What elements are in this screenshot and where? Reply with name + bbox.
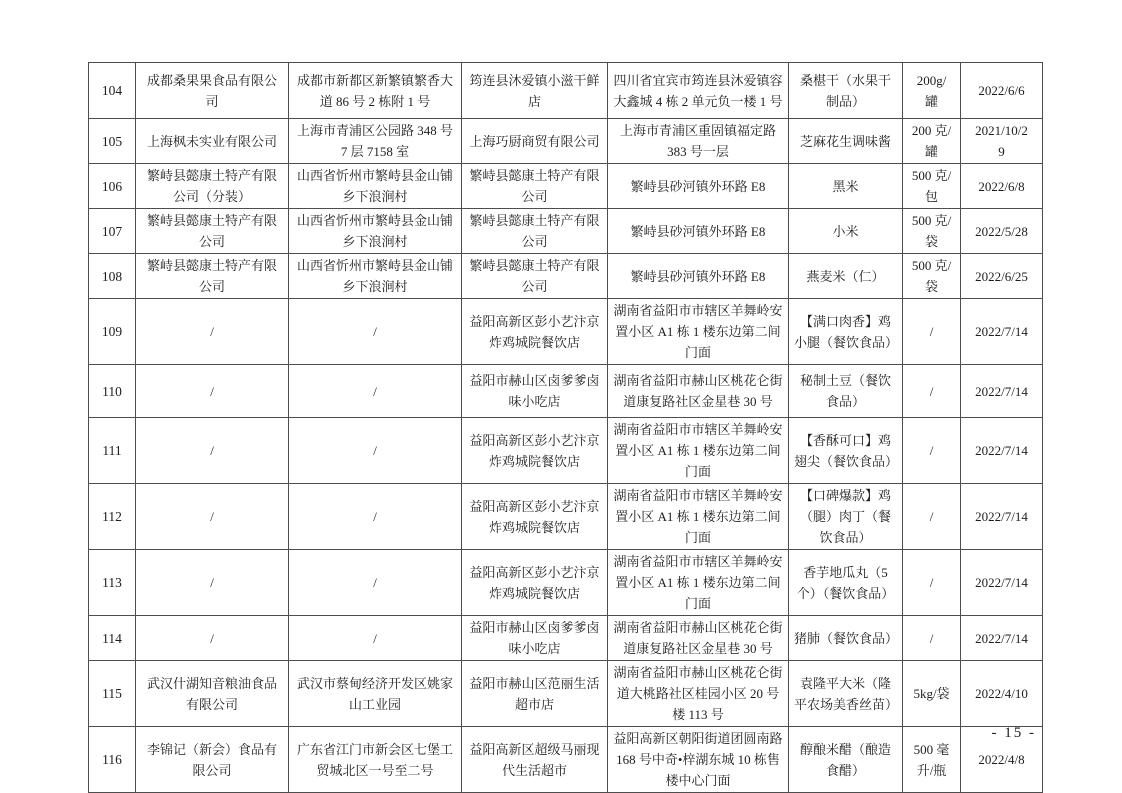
table-row (89, 484, 1043, 550)
cell-spec: / (903, 616, 961, 661)
cell-producer-address: / (289, 418, 462, 484)
cell-row-number: 106 (89, 164, 136, 209)
cell-date: 2022/7/14 (961, 550, 1043, 616)
table-row (89, 299, 1043, 365)
cell-date: 2022/6/6 (961, 63, 1043, 119)
cell-spec: 200 克/罐 (903, 119, 961, 164)
cell-spec: / (903, 418, 961, 484)
cell-date: 2022/6/25 (961, 254, 1043, 299)
cell-seller-address: 湖南省益阳市市辖区羊舞岭安置小区 A1 栋 1 楼东边第二间门面 (608, 484, 789, 550)
cell-product-name: 秘制土豆（餐饮食品） (789, 365, 903, 418)
cell-product-name: 芝麻花生调味酱 (789, 119, 903, 164)
cell-date: 2022/6/8 (961, 164, 1043, 209)
cell-seller-address: 益阳高新区朝阳街道团圆南路 168 号中奇•梓湖东城 10 栋售楼中心门面 (608, 727, 789, 793)
cell-seller-name: 益阳高新区彭小艺汴京炸鸡城院餐饮店 (462, 299, 608, 365)
cell-product-name: 醇酿米醋（酿造食醋） (789, 727, 903, 793)
table-row (89, 661, 1043, 727)
cell-producer-name: 李锦记（新会）食品有限公司 (136, 727, 289, 793)
cell-row-number: 112 (89, 484, 136, 550)
cell-producer-name: / (136, 616, 289, 661)
cell-producer-address: / (289, 550, 462, 616)
cell-producer-address: 山西省忻州市繁峙县金山铺乡下浪涧村 (289, 254, 462, 299)
cell-seller-name: 益阳高新区超级马丽现代生活超市 (462, 727, 608, 793)
table-row (89, 616, 1043, 661)
cell-row-number: 110 (89, 365, 136, 418)
cell-producer-name: 武汉什湖知音粮油食品有限公司 (136, 661, 289, 727)
cell-producer-address: 山西省忻州市繁峙县金山铺乡下浪涧村 (289, 209, 462, 254)
cell-date: 2022/7/14 (961, 299, 1043, 365)
cell-producer-address: 山西省忻州市繁峙县金山铺乡下浪涧村 (289, 164, 462, 209)
cell-seller-address: 繁峙县砂河镇外环路 E8 (608, 164, 789, 209)
cell-seller-name: 益阳市赫山区卤爹爹卤味小吃店 (462, 365, 608, 418)
cell-seller-name: 益阳市赫山区范丽生活超市店 (462, 661, 608, 727)
cell-seller-address: 繁峙县砂河镇外环路 E8 (608, 254, 789, 299)
cell-producer-address: / (289, 616, 462, 661)
cell-seller-address: 上海市青浦区重固镇福定路 383 号一层 (608, 119, 789, 164)
cell-seller-name: 益阳高新区彭小艺汴京炸鸡城院餐饮店 (462, 484, 608, 550)
cell-producer-address: 成都市新都区新繁镇繁香大道 86 号 2 栋附 1 号 (289, 63, 462, 119)
cell-producer-name: 繁峙县懿康土特产有限公司（分装） (136, 164, 289, 209)
cell-product-name: 【香酥可口】鸡翅尖（餐饮食品） (789, 418, 903, 484)
cell-seller-name: 繁峙县懿康土特产有限公司 (462, 209, 608, 254)
cell-producer-name: 繁峙县懿康土特产有限公司 (136, 254, 289, 299)
cell-producer-name: / (136, 299, 289, 365)
table-row (89, 164, 1043, 209)
cell-spec: / (903, 484, 961, 550)
cell-seller-name: 繁峙县懿康土特产有限公司 (462, 164, 608, 209)
cell-row-number: 108 (89, 254, 136, 299)
cell-product-name: 桑椹干（水果干制品） (789, 63, 903, 119)
table-row (89, 418, 1043, 484)
cell-seller-address: 湖南省益阳市赫山区桃花仑街道大桃路社区桂园小区 20 号楼 113 号 (608, 661, 789, 727)
cell-date: 2022/5/28 (961, 209, 1043, 254)
cell-seller-name: 益阳高新区彭小艺汴京炸鸡城院餐饮店 (462, 550, 608, 616)
cell-seller-address: 湖南省益阳市市辖区羊舞岭安置小区 A1 栋 1 楼东边第二间门面 (608, 299, 789, 365)
table-row (89, 727, 1043, 793)
cell-producer-address: 上海市青浦区公园路 348 号 7 层 7158 室 (289, 119, 462, 164)
table-row (89, 550, 1043, 616)
cell-spec: / (903, 550, 961, 616)
cell-producer-name: / (136, 418, 289, 484)
cell-row-number: 115 (89, 661, 136, 727)
cell-seller-name: 益阳高新区彭小艺汴京炸鸡城院餐饮店 (462, 418, 608, 484)
cell-seller-address: 四川省宜宾市筠连县沐爱镇容大鑫城 4 栋 2 单元负一楼 1 号 (608, 63, 789, 119)
cell-row-number: 107 (89, 209, 136, 254)
cell-producer-name: / (136, 484, 289, 550)
cell-producer-address: 武汉市蔡甸经济开发区姚家山工业园 (289, 661, 462, 727)
cell-row-number: 113 (89, 550, 136, 616)
cell-seller-name: 上海巧厨商贸有限公司 (462, 119, 608, 164)
cell-spec: 500 克/袋 (903, 209, 961, 254)
cell-seller-name: 繁峙县懿康土特产有限公司 (462, 254, 608, 299)
table-row (89, 119, 1043, 164)
cell-producer-name: / (136, 365, 289, 418)
cell-seller-name: 益阳市赫山区卤爹爹卤味小吃店 (462, 616, 608, 661)
cell-producer-name: 繁峙县懿康土特产有限公司 (136, 209, 289, 254)
cell-date: 2022/7/14 (961, 365, 1043, 418)
cell-row-number: 111 (89, 418, 136, 484)
cell-seller-address: 湖南省益阳市市辖区羊舞岭安置小区 A1 栋 1 楼东边第二间门面 (608, 550, 789, 616)
table-row (89, 63, 1043, 119)
cell-spec: 5kg/袋 (903, 661, 961, 727)
cell-producer-address: / (289, 484, 462, 550)
cell-seller-name: 筠连县沐爱镇小滋干鲜店 (462, 63, 608, 119)
cell-product-name: 【满口肉香】鸡小腿（餐饮食品） (789, 299, 903, 365)
cell-spec: 500 克/包 (903, 164, 961, 209)
cell-product-name: 小米 (789, 209, 903, 254)
cell-producer-name: 上海枫未实业有限公司 (136, 119, 289, 164)
cell-spec: / (903, 365, 961, 418)
cell-row-number: 116 (89, 727, 136, 793)
cell-spec: 200g/罐 (903, 63, 961, 119)
cell-producer-address: 广东省江门市新会区七堡工贸城北区一号至二号 (289, 727, 462, 793)
cell-date: 2021/10/29 (961, 119, 1043, 164)
page-number: - 15 - (991, 725, 1036, 741)
cell-date: 2022/7/14 (961, 418, 1043, 484)
cell-product-name: 香芋地瓜丸（5 个）（餐饮食品） (789, 550, 903, 616)
cell-spec: 500 毫升/瓶 (903, 727, 961, 793)
cell-date: 2022/4/8 (961, 727, 1043, 793)
cell-producer-name: 成都桑果果食品有限公司 (136, 63, 289, 119)
table-row (89, 254, 1043, 299)
cell-seller-address: 湖南省益阳市市辖区羊舞岭安置小区 A1 栋 1 楼东边第二间门面 (608, 418, 789, 484)
cell-product-name: 【口碑爆款】鸡（腿）肉丁（餐饮食品） (789, 484, 903, 550)
cell-date: 2022/7/14 (961, 484, 1043, 550)
table-row (89, 209, 1043, 254)
cell-spec: / (903, 299, 961, 365)
cell-seller-address: 繁峙县砂河镇外环路 E8 (608, 209, 789, 254)
cell-row-number: 104 (89, 63, 136, 119)
cell-producer-address: / (289, 299, 462, 365)
sampling-table (88, 62, 1043, 793)
cell-seller-address: 湖南省益阳市赫山区桃花仑街道康复路社区金星巷 30 号 (608, 616, 789, 661)
cell-row-number: 114 (89, 616, 136, 661)
cell-product-name: 黑米 (789, 164, 903, 209)
cell-product-name: 袁隆平大米（隆平农场美香丝苗） (789, 661, 903, 727)
cell-product-name: 燕麦米（仁） (789, 254, 903, 299)
cell-row-number: 109 (89, 299, 136, 365)
table-row (89, 365, 1043, 418)
cell-date: 2022/7/14 (961, 616, 1043, 661)
cell-product-name: 猪肺（餐饮食品） (789, 616, 903, 661)
cell-producer-name: / (136, 550, 289, 616)
cell-seller-address: 湖南省益阳市赫山区桃花仑街道康复路社区金星巷 30 号 (608, 365, 789, 418)
cell-date: 2022/4/10 (961, 661, 1043, 727)
cell-row-number: 105 (89, 119, 136, 164)
cell-spec: 500 克/袋 (903, 254, 961, 299)
cell-producer-address: / (289, 365, 462, 418)
